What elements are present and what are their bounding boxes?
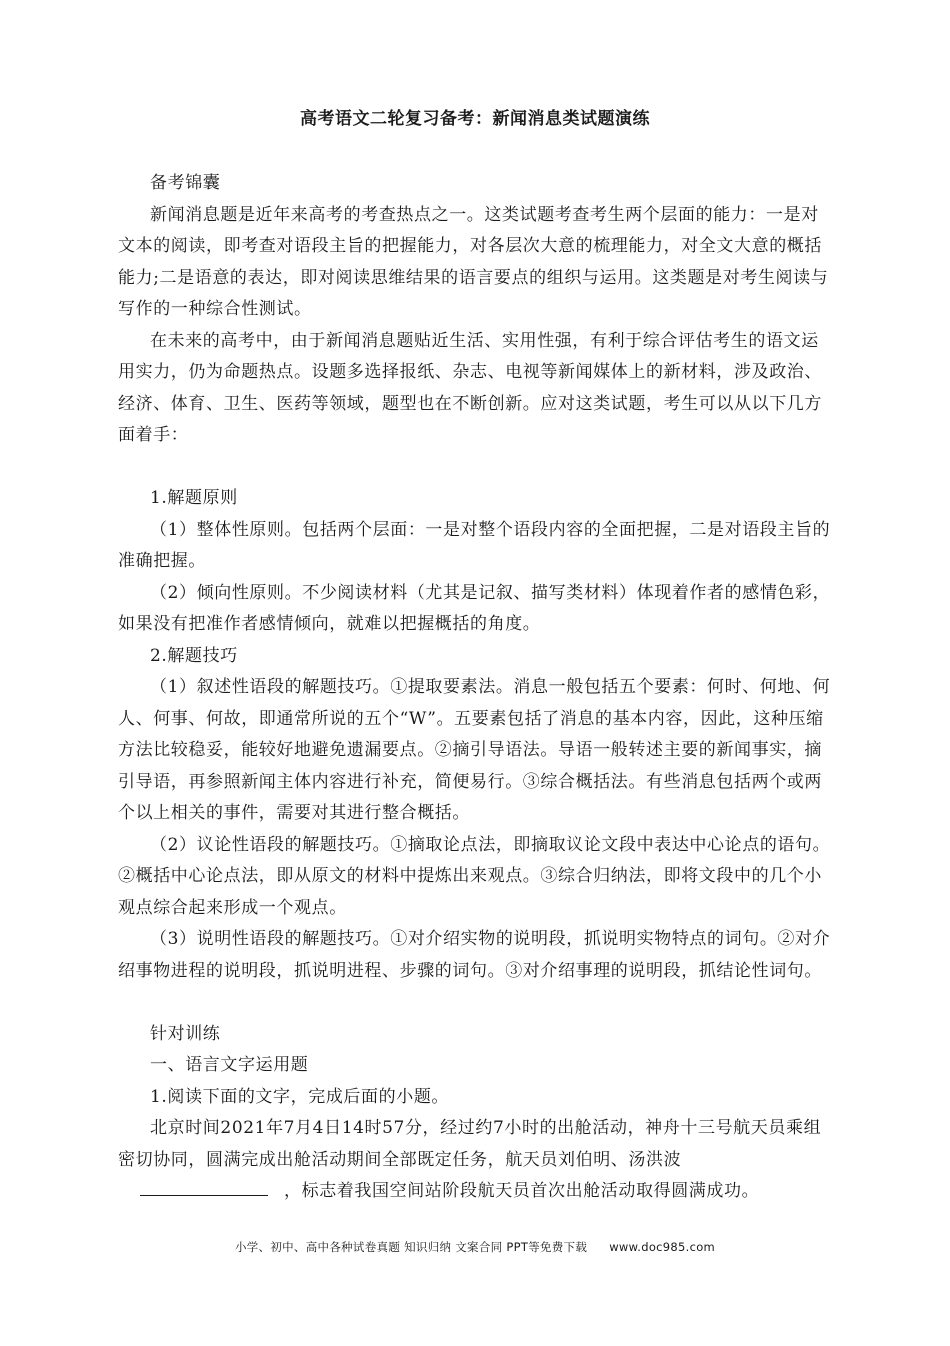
principle-1: （1）整体性原则。包括两个层面：一是对整个语段内容的全面把握，二是对语段主旨的准确把握。 (118, 519, 831, 571)
spacer (118, 987, 834, 1019)
technique-3: （3）说明性语段的解题技巧。①对介绍实物的说明段，抓说明实物特点的词句。②对介绍事物进程的说明段，抓说明进程、步骤的词句。③对介绍事理的说明段，抓结论性词句。 (118, 929, 831, 981)
answer-blank (140, 1177, 268, 1196)
section-heading-training: 针对训练 (150, 1023, 221, 1044)
page-footer (0, 1239, 950, 1255)
principle-2: （2）倾向性原则。不少阅读材料（尤其是记叙、描写类材料）体现着作者的感情色彩，如果没有把准作者感情倾向，就难以把握概括的角度。 (118, 582, 831, 634)
passage-text-after-blank: ，标志着我国空间站阶段航天员首次出舱活动取得圆满成功。 (284, 1181, 760, 1201)
spacer (118, 452, 834, 484)
section-heading-prep: 备考锦囊 (150, 173, 221, 193)
training-part-1: 一、语言文字运用题 (150, 1055, 309, 1075)
question-passage (118, 1113, 834, 1208)
heading-principles: 1.解题原则 (150, 488, 238, 508)
footer-text: 小学、初中、高中各种试卷真题 知识归纳 文案合同 PPT等免费下载 (234, 1240, 588, 1254)
heading-techniques: 2.解题技巧 (150, 645, 238, 666)
technique-1: （1）叙述性语段的解题技巧。①提取要素法。消息一般包括五个要素：何时、何地、何人、何事、何故，即通常所说的五个“W”。五要素包括了消息的基本内容，因此，这种压缩方法比较稳妥，能较好地避免遗漏要点。②摘引导语法。导语一般转述主要的新闻事实，摘引导语，再参照新闻主体内容进行补充，简便易行。③综合概括法。有些消息包括两个或两个以上相关的事件，需要对其进行整合概括。 (118, 677, 831, 823)
document-body (118, 168, 834, 1208)
footer-site: www.doc985.com (609, 1240, 716, 1254)
question-1: 1.阅读下面的文字，完成后面的小题。 (150, 1086, 450, 1107)
passage-text-before-blank: 北京时间2021年7月4日14时57分，经过约7小时的出舱活动，神舟十三号航天员乘组密切协同，圆满完成出舱活动期间全部既定任务，航天员刘伯明、汤洪波 (118, 1118, 822, 1170)
paragraph-prep-1: 新闻消息题是近年来高考的考查热点之一。这类试题考查考生两个层面的能力：一是对文本的阅读，即考查对语段主旨的把握能力，对各层次大意的梳理能力，对全文大意的概括能力;二是语意的表达，即对阅读思维结果的语言要点的组织与运用。这类题是对考生阅读与写作的一种综合性测试。 (118, 204, 829, 319)
paragraph-prep-2: 在未来的高考中，由于新闻消息题贴近生活、实用性强，有利于综合评估考生的语文运用实力，仍为命题热点。设题多选择报纸、杂志、电视等新闻媒体上的新材料，涉及政治、经济、体育、卫生、医药等领域，题型也在不断创新。应对这类试题，考生可以从以下几方面着手： (118, 330, 822, 445)
technique-2: （2）议论性语段的解题技巧。①摘取论点法，即摘取议论文段中表达中心论点的语句。②概括中心论点法，即从原文的材料中提炼出来观点。③综合归纳法，即将文段中的几个小观点综合起来形成一个观点。 (118, 834, 831, 918)
document-title: 高考语文二轮复习备考：新闻消息类试题演练 (300, 109, 650, 129)
